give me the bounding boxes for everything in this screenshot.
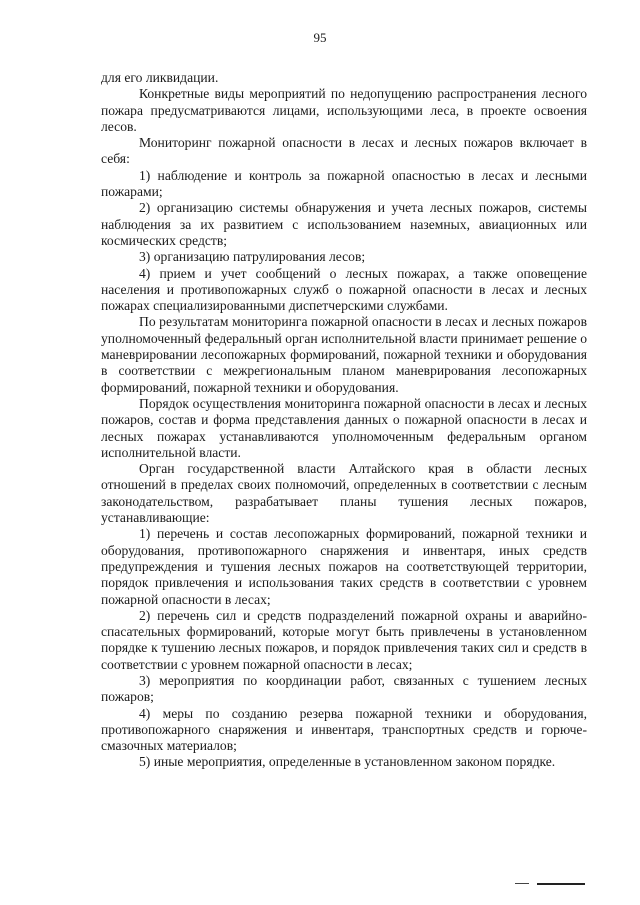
footer-rule [515,883,585,885]
list-item: 2) организацию системы обнаружения и учета лесных пожаров, системы наблюдения за их развитием с использованием наземных, авиационных или космических средств; [101,200,587,248]
list-item: 4) меры по созданию резерва пожарной техники и оборудования, противопожарного снаряжения и инвентаря, транспортных средств и горюче-смазочных материалов; [101,705,587,754]
list-item: 3) организацию патрулирования лесов; [139,249,366,265]
list-item: 5) иные мероприятия, определенные в установленном законом порядке. [139,754,556,770]
document-body [101,70,587,771]
paragraph: Конкретные виды мероприятий по недопущению распространения лесного пожара предусматриваются лицами, использующими леса, в проекте освоения лесов. [101,86,587,134]
page-number: 95 [313,30,327,45]
paragraph: По результатам мониторинга пожарной опасности в лесах и лесных пожаров уполномоченный федеральный орган исполнительной власти принимает решение о маневрировании лесопожарных формирований, пожарной техники и оборудования в соответствии с межрегиональным планом маневрирования лесопожарных формирований, пожарной техники и оборудования. [101,314,587,395]
list-item: 3) мероприятия по координации работ, связанных с тушением лесных пожаров; [101,672,587,705]
list-item: 1) перечень и состав лесопожарных формирований, пожарной техники и оборудования, противопожарного снаряжения и инвентаря, иных средств предупреждения и тушения лесных пожаров на соответствующей территории, порядок привлечения и использования таких средств в соответствии с уровнем пожарной опасности в лесах; [101,526,587,607]
paragraph-continuation: для его ликвидации. [101,70,219,85]
paragraph: Мониторинг пожарной опасности в лесах и лесных пожаров включает в себя: [101,135,587,167]
list-item: 2) перечень сил и средств подразделений пожарной охраны и аварийно-спасательных формирований, которые могут быть привлечены в установленном порядке к тушению лесных пожаров, и порядок привлечения таких сил и средств в соответствии с уровнем пожарной опасности в лесах; [101,607,587,672]
footer-dash [515,883,529,884]
paragraph: Орган государственной власти Алтайского края в области лесных отношений в пределах своих полномочий, определенных в соответствии с лесным законодательством, разрабатывает планы тушения лесных пожаров, устанавливающие: [101,461,587,526]
paragraph: Порядок осуществления мониторинга пожарной опасности в лесах и лесных пожаров, состав и форма представления данных о пожарной опасности в лесах и лесных пожарах устанавливаются уполномоченным федеральным органом исполнительной власти. [101,395,587,460]
list-item: 4) прием и учет сообщений о лесных пожарах, а также оповещение населения и противопожарных служб о пожарной опасности в лесах и лесных пожарах специализированными диспетчерскими службами. [101,265,587,314]
footer-line [537,883,585,885]
list-item: 1) наблюдение и контроль за пожарной опасностью в лесах и лесными пожарами; [101,167,587,200]
